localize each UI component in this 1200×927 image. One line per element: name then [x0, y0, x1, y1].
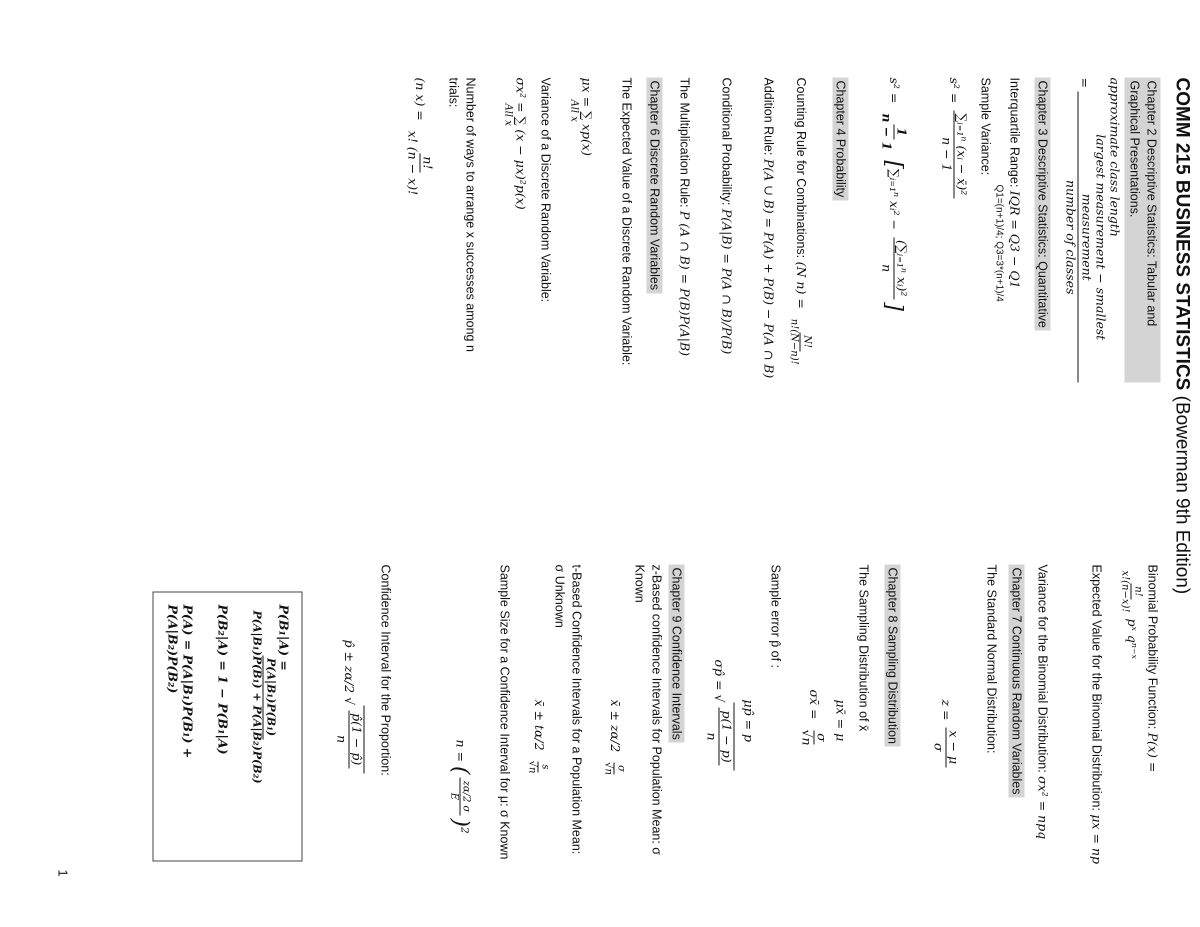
binomial-expected-value: Expected Value for the Binomial Distribution: μx = np: [1089, 564, 1105, 865]
sigma-xbar-formula: σx̄ = σ √n: [799, 689, 830, 746]
title-edition: (Bowerman 9th Edition): [1171, 395, 1193, 595]
chapter-8-heading: Chapter 8 Sampling Distribution: [885, 565, 901, 865]
combinations-formula: Counting Rule for Combinations: (N n) = N! n!(N−n)!: [789, 77, 813, 365]
standard-normal-label: The Standard Normal Distribution:: [984, 564, 999, 754]
page-number: 1: [55, 869, 71, 877]
chapter-9-heading: Chapter 9 Confidence Intervals: [669, 565, 685, 865]
binomial-function: Binomial Probability Function: P(x) = n! x!(n−x)! pˣ qⁿ⁻ˣ: [1120, 564, 1161, 773]
formula-sheet-page: [1, 0, 1200, 927]
arrangements-label: Number of ways to arrange x successes among n trials:: [446, 77, 478, 352]
bayes-formula-3: P(A) = P(A|B₁)P(B₁) + P(A|B₂)P(B₂): [165, 604, 196, 759]
variance-formula-2: s² = 1 n − 1 [∑ᵢ₌₁ⁿ xᵢ² − (∑ᵢ₌₁ⁿ xᵢ)² n ]: [879, 77, 910, 312]
z-ci-label: z-Based confidence Intervals for Population Mean: σ Known: [632, 564, 664, 856]
iqr-formula: Interquartile Range: IQR = Q3 − Q1: [1007, 77, 1023, 289]
bayes-formula-2: P(B₂|A) = 1 − P(B₁|A): [215, 604, 231, 755]
quartile-note: Q1=(n+1)/4; Q3=3*(n+1)/4: [993, 184, 1005, 302]
arrangements-formula: (n x) = n! x! (n − x)!: [405, 77, 436, 196]
z-score-formula: z = x − μ σ: [931, 700, 961, 771]
bayes-formula-1: P(B₁|A) = P(A|B₁)P(B₁) P(A|B₁)P(B₁) + P(A|B₂)P(B₂): [250, 604, 292, 784]
sample-size-formula: n = ( zα/2 σ E )$^2$: [447, 739, 473, 834]
conditional-probability: Conditional Probability: P(A|B) = P(A ∩ B)/P(B): [719, 77, 735, 355]
mu-xbar-formula: μx̄ = μ: [833, 699, 849, 742]
class-length-formula: approximate class length = largest measurement − smallest measurement number of classes: [1063, 78, 1122, 383]
variance-formula-1: s² = ∑ᵢ₌₁ⁿ (xᵢ − x̄)² n − 1: [939, 78, 969, 383]
sigma-phat-formula: σp̂ = √ p(1 − p) n: [704, 660, 735, 771]
multiplication-rule: The Multiplication Rule: P (A ∩ B) = P(B)P(A|B): [677, 77, 693, 357]
sampling-distribution-label: The Sampling Distribution of x̄: [856, 564, 871, 732]
page-title: [1171, 78, 1193, 595]
addition-rule: Addition Rule: P(A ∪ B) = P(A) + P(B) − P(A ∩ B): [761, 77, 777, 379]
proportion-ci-formula: p̂ ± zα/2 √ p̂(1 − p̂) n: [334, 640, 365, 774]
t-ci-label: t-Based Confidence Intervals for a Population Mean: σ Unknown: [552, 564, 584, 855]
variance-discrete-label: Variance of a Discrete Random Variable:: [538, 77, 553, 303]
chapter-2-heading: Chapter 2 Descriptive Statistics: Tabular and Graphical Presentations.: [1125, 78, 1161, 383]
expected-value-formula: μx = ∑ xp(x) All x: [568, 77, 595, 156]
variance-discrete-formula: σx² = ∑ (x − μx)²p(x) All x: [502, 77, 529, 210]
sample-error-label: Sample error p̂ of :: [768, 564, 783, 669]
bayes-box: [153, 592, 303, 862]
sample-variance-label: Sample Variance:: [978, 77, 993, 176]
title-main: COMM 215 BUSINESS STATISTICS: [1171, 77, 1193, 396]
z-ci-formula: x̄ ± zα/2 σ √n: [603, 699, 627, 775]
chapter-7-heading: Chapter 7 Continuous Random Variables: [1009, 565, 1025, 865]
chapter-3-heading: Chapter 3 Descriptive Statistics: Quantitative: [1035, 78, 1051, 383]
chapter-6-heading: Chapter 6 Discrete Random Variables: [647, 78, 663, 383]
mu-phat-formula: μp̂ = p: [741, 699, 757, 743]
sample-size-label: Sample Size for a Confidence Interval for μ: σ Known: [497, 564, 512, 860]
proportion-ci-label: Confidence Interval for the Proportion:: [378, 564, 393, 776]
t-ci-formula: x̄ ± tα/2 s √n: [527, 699, 551, 774]
binomial-variance: Variance for the Binomial Distribution: σx² = npq: [1035, 564, 1051, 840]
expected-value-label: The Expected Value of a Discrete Random Variable:: [619, 77, 634, 366]
chapter-4-heading: Chapter 4 Probability: [833, 78, 849, 383]
